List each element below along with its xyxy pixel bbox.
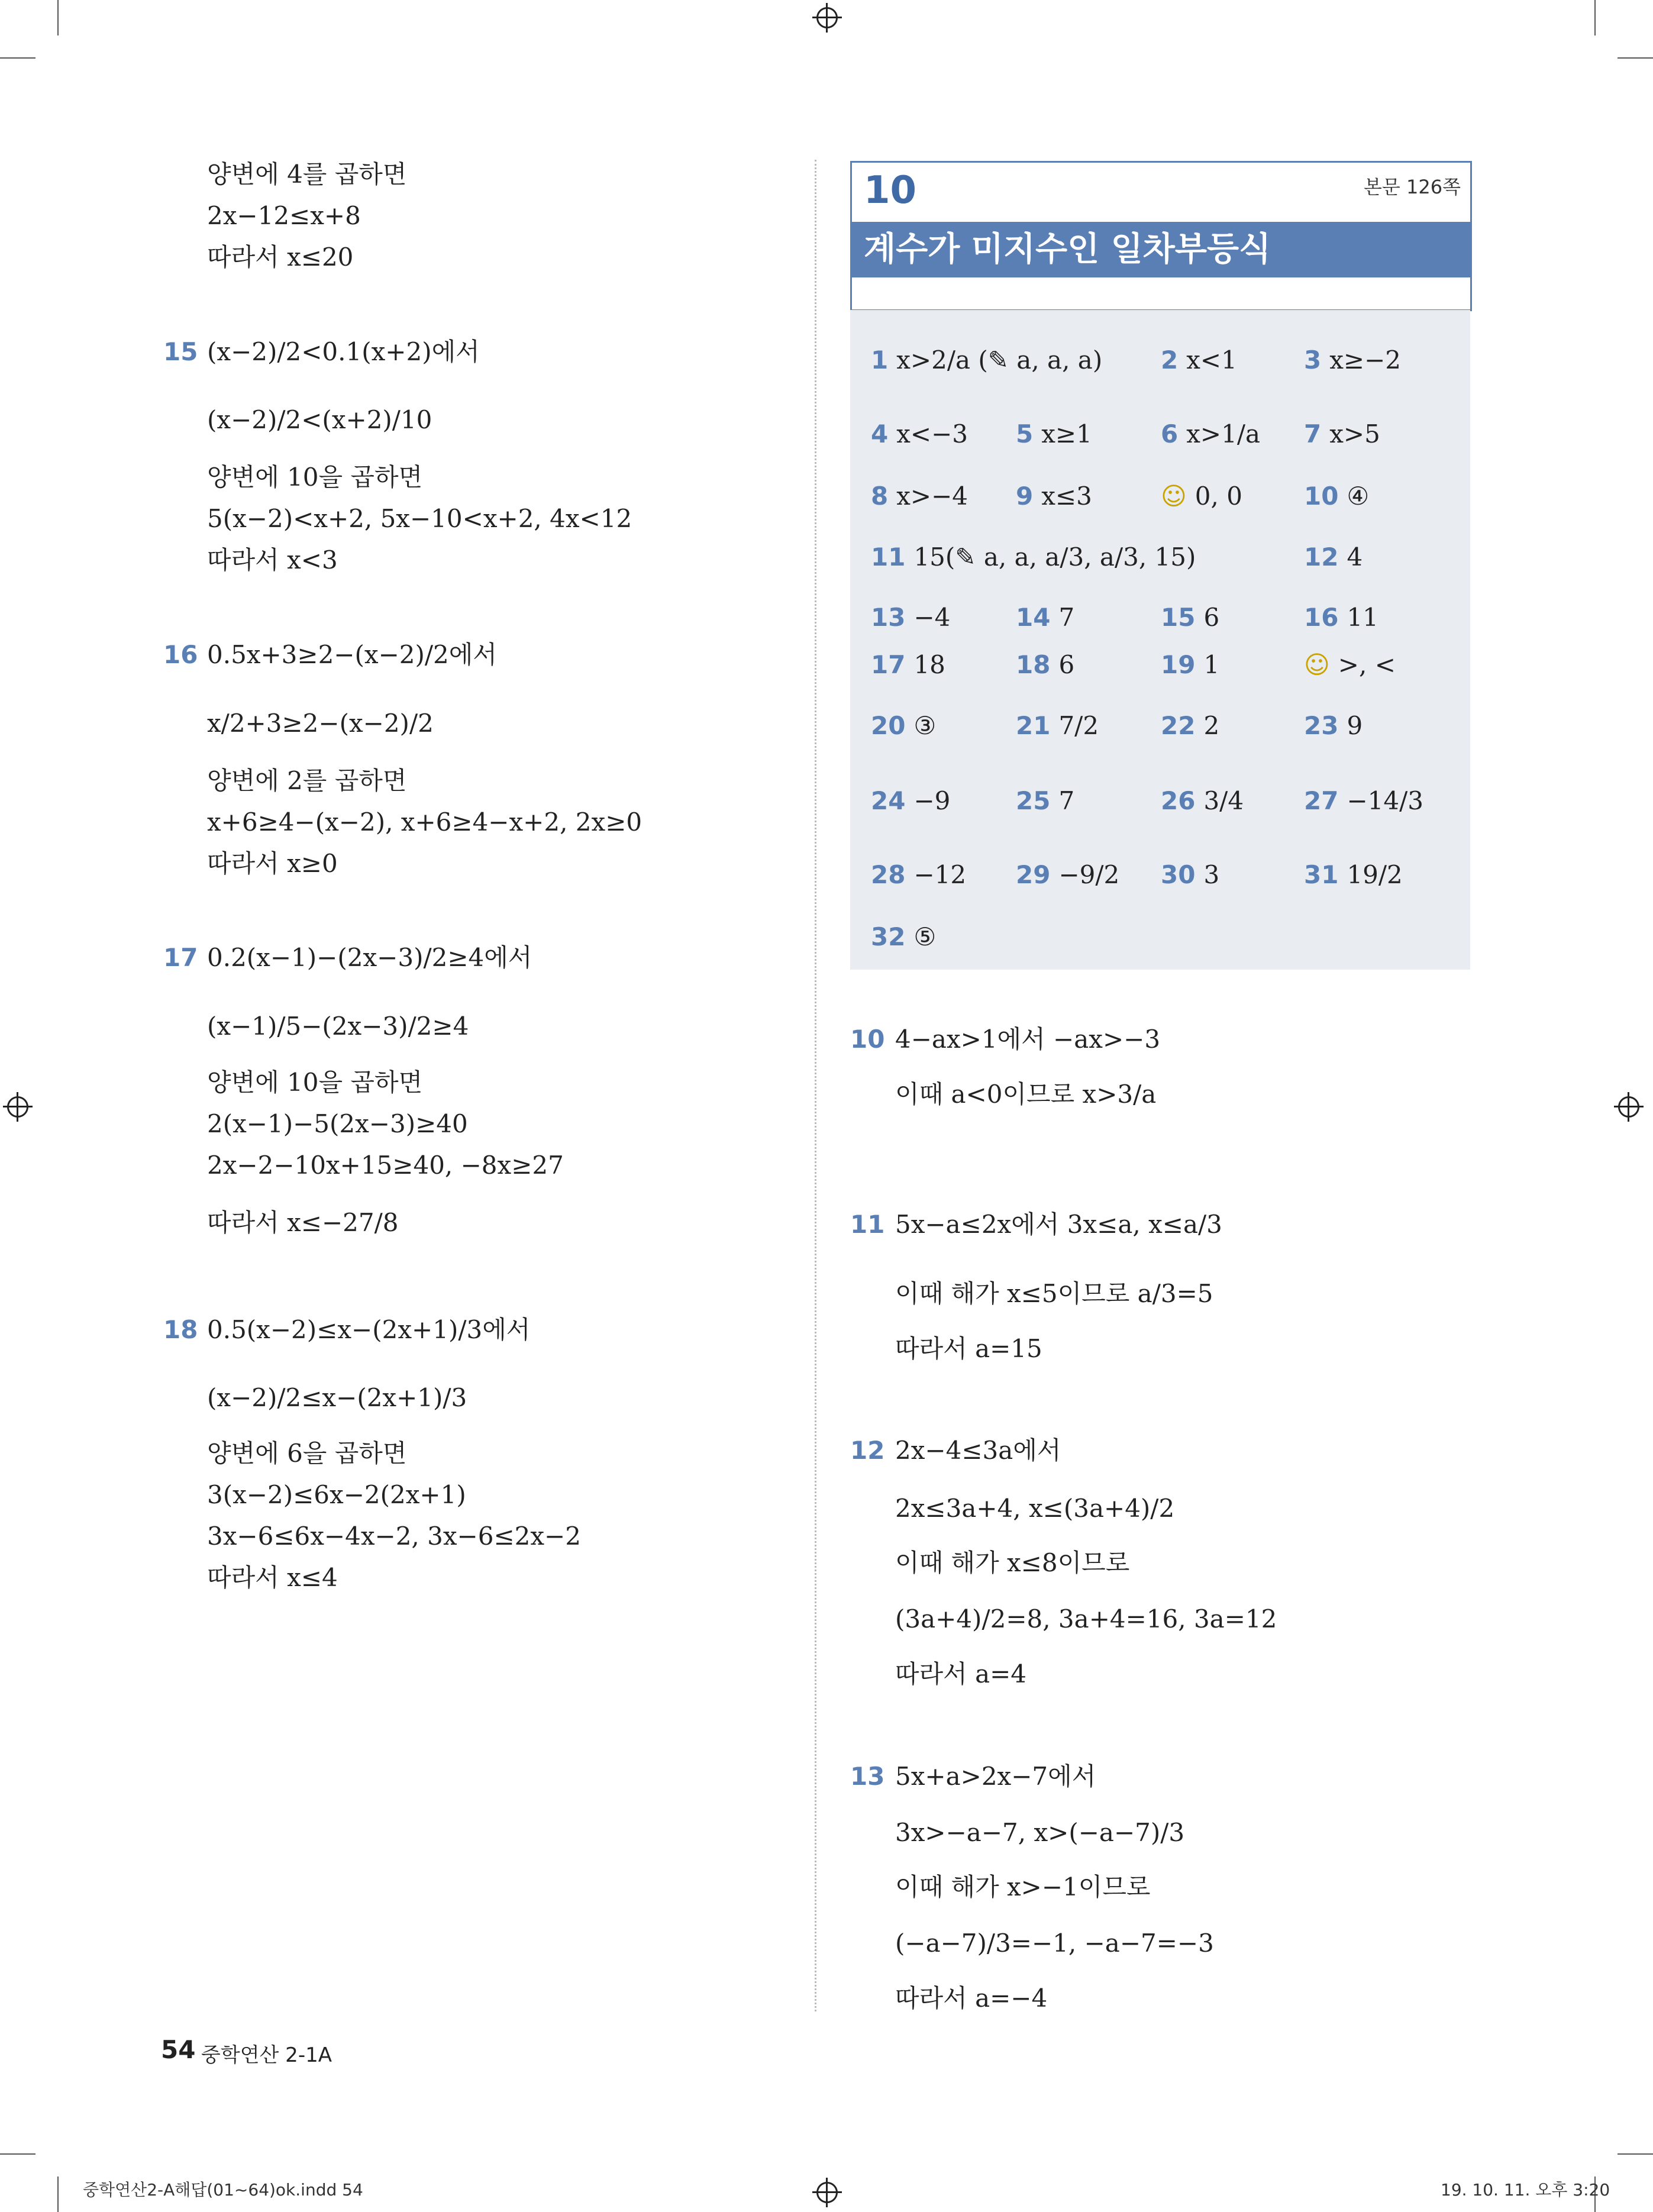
answer-item: [1304, 708, 1363, 744]
solution-line: (x−1)/5−(2x−3)/2≥4: [207, 1012, 469, 1041]
crop-mark: [1618, 57, 1653, 59]
answer-value: ③: [913, 711, 937, 740]
problem-number: 16: [163, 640, 198, 669]
answer-item: [871, 479, 968, 514]
answer-value: 6: [1203, 603, 1220, 632]
answer-item: [1016, 857, 1119, 893]
answer-value: 2: [1203, 711, 1220, 740]
answer-number: 1: [871, 345, 889, 374]
answer-number: 17: [871, 650, 906, 679]
solution-line: 0.5x+3≥2−(x−2)/2에서: [207, 640, 497, 669]
solution-line: 이때 해가 x>−1이므로: [895, 1872, 1151, 1901]
smiley-icon: ☺: [1304, 650, 1330, 679]
solution-line: 따라서 a=4: [895, 1659, 1027, 1688]
solution-line: 따라서 x≤4: [207, 1563, 338, 1592]
answer-value: 15(✎ a, a, a/3, a/3, 15): [913, 542, 1196, 571]
answer-value: 0, 0: [1194, 482, 1242, 511]
answer-item: [1016, 416, 1092, 452]
solution-line: 5(x−2)<x+2, 5x−10<x+2, 4x<12: [207, 504, 632, 533]
problem-number: 17: [163, 943, 198, 972]
textbook-reference: 본문 126쪽: [1364, 176, 1461, 198]
answer-item: [1161, 708, 1219, 744]
answer-item: [871, 647, 945, 683]
solution-line: x/2+3≥2−(x−2)/2: [207, 709, 434, 738]
answer-number: 26: [1161, 786, 1196, 815]
answer-item: [1304, 600, 1378, 635]
answer-item: [1161, 343, 1237, 378]
answer-item: [871, 783, 950, 819]
registration-mark-icon: [816, 2182, 838, 2203]
answer-number: 18: [1016, 650, 1051, 679]
registration-mark-icon: [7, 1096, 28, 1118]
problem-number: 11: [850, 1210, 885, 1239]
answer-item: [1016, 479, 1092, 514]
problem-number: 12: [850, 1436, 885, 1465]
answer-number: 27: [1304, 786, 1339, 815]
section-title: 계수가 미지수인 일차부등식: [852, 222, 1470, 277]
answer-item: [871, 919, 936, 955]
crop-mark: [1594, 0, 1596, 35]
answer-value: 7: [1058, 603, 1075, 632]
answer-number: 31: [1304, 860, 1339, 889]
answer-value: −14/3: [1347, 786, 1423, 815]
solution-line: 0.5(x−2)≤x−(2x+1)/3에서: [207, 1315, 531, 1344]
answer-value: 3/4: [1203, 786, 1244, 815]
answer-item: [1304, 540, 1363, 575]
answer-number: 4: [871, 419, 889, 448]
answer-value: x>5: [1329, 419, 1380, 448]
answer-number: 32: [871, 922, 906, 951]
answer-number: 19: [1161, 650, 1196, 679]
answer-item: [1304, 416, 1380, 452]
answer-value: x<1: [1186, 345, 1237, 374]
answer-value: 7: [1058, 786, 1075, 815]
solution-line: (x−2)/2≤x−(2x+1)/3: [207, 1383, 467, 1412]
smiley-icon: ☺: [1161, 482, 1187, 511]
answer-item: [1016, 783, 1074, 819]
solution-line: 5x+a>2x−7에서: [895, 1762, 1096, 1791]
answer-value: x>−4: [896, 482, 968, 511]
answer-item: [1161, 857, 1219, 893]
solution-line: 양변에 6을 곱하면: [207, 1439, 407, 1468]
answer-value: 4: [1347, 542, 1363, 571]
solution-line: 2x−2−10x+15≥40, −8x≥27: [207, 1151, 564, 1180]
solution-line: 이때 a<0이므로 x>3/a: [895, 1080, 1157, 1109]
answer-item: [871, 540, 1196, 575]
answer-item: [871, 857, 966, 893]
answer-number: 24: [871, 786, 906, 815]
answer-item: [1016, 600, 1074, 635]
answer-value: −4: [913, 603, 951, 632]
section-header: [850, 161, 1472, 311]
answer-number: 29: [1016, 860, 1051, 889]
answer-grid: [850, 310, 1470, 970]
answer-item: [1161, 783, 1244, 819]
solution-line: 0.2(x−1)−(2x−3)/2≥4에서: [207, 943, 532, 972]
answer-number: 10: [1304, 482, 1339, 511]
solution-line: 2x−4≤3a에서: [895, 1436, 1061, 1465]
answer-value: 3: [1203, 860, 1220, 889]
answer-number: 12: [1304, 542, 1339, 571]
answer-value: 18: [913, 650, 945, 679]
solution-line: 2x−12≤x+8: [207, 201, 361, 230]
answer-item: [1161, 416, 1260, 452]
answer-number: 7: [1304, 419, 1322, 448]
answer-number: 30: [1161, 860, 1196, 889]
answer-item: [1161, 647, 1219, 683]
crop-mark: [57, 2177, 59, 2212]
answer-number: 6: [1161, 419, 1179, 448]
answer-item: [1304, 857, 1403, 893]
answer-number: 25: [1016, 786, 1051, 815]
answer-value: x≥−2: [1329, 345, 1402, 374]
answer-value: 7/2: [1058, 711, 1099, 740]
solution-line: 2x≤3a+4, x≤(3a+4)/2: [895, 1494, 1175, 1523]
answer-item: [1304, 343, 1401, 378]
answer-item: [871, 708, 936, 744]
solution-line: x+6≥4−(x−2), x+6≥4−x+2, 2x≥0: [207, 808, 643, 837]
answer-item: [1161, 479, 1242, 514]
answer-value: 6: [1058, 650, 1075, 679]
answer-value: x>1/a: [1186, 419, 1261, 448]
page-number: 54: [161, 2035, 196, 2064]
answer-value: −9: [913, 786, 951, 815]
solution-line: 3(x−2)≤6x−2(2x+1): [207, 1480, 466, 1509]
print-slug-date: 19. 10. 11. 오후 3:20: [1441, 2180, 1610, 2200]
answer-item: [1016, 647, 1074, 683]
crop-mark: [0, 2153, 35, 2155]
print-slug-file: 중학연산2-A해답(01~64)ok.indd 54: [83, 2180, 363, 2200]
solution-line: 3x−6≤6x−4x−2, 3x−6≤2x−2: [207, 1522, 581, 1551]
answer-item: [1304, 479, 1369, 514]
answer-item: [1304, 783, 1423, 819]
answer-item: [1304, 647, 1396, 683]
crop-mark: [0, 57, 35, 59]
answer-number: 20: [871, 711, 906, 740]
column-divider: [815, 160, 816, 2011]
answer-number: 22: [1161, 711, 1196, 740]
answer-item: [1161, 600, 1219, 635]
solution-line: 5x−a≤2x에서 3x≤a, x≤a/3: [895, 1210, 1222, 1239]
solution-line: (−a−7)/3=−1, −a−7=−3: [895, 1929, 1214, 1958]
answer-number: 21: [1016, 711, 1051, 740]
answer-number: 11: [871, 542, 906, 571]
answer-value: 19/2: [1347, 860, 1403, 889]
answer-item: [1016, 708, 1099, 744]
registration-mark-icon: [816, 7, 838, 28]
answer-item: [871, 343, 1102, 378]
answer-number: 28: [871, 860, 906, 889]
answer-value: −12: [913, 860, 967, 889]
solution-line: (3a+4)/2=8, 3a+4=16, 3a=12: [895, 1604, 1277, 1633]
answer-number: 2: [1161, 345, 1179, 374]
solution-line: 따라서 x≥0: [207, 849, 338, 878]
answer-number: 15: [1161, 603, 1196, 632]
answer-number: 14: [1016, 603, 1051, 632]
solution-line: 따라서 a=−4: [895, 1984, 1048, 2013]
answer-number: 23: [1304, 711, 1339, 740]
solution-line: 따라서 x≤−27/8: [207, 1208, 399, 1237]
solution-line: 따라서 a=15: [895, 1334, 1042, 1363]
problem-number: 15: [163, 337, 198, 366]
registration-mark-icon: [1618, 1096, 1639, 1118]
answer-value: ④: [1347, 482, 1370, 511]
solution-line: 3x>−a−7, x>(−a−7)/3: [895, 1818, 1185, 1847]
answer-value: ⑤: [913, 922, 937, 951]
crop-mark: [57, 0, 59, 35]
solution-line: (x−2)/2<(x+2)/10: [207, 405, 432, 434]
answer-value: 1: [1203, 650, 1220, 679]
answer-number: 16: [1304, 603, 1339, 632]
solution-line: 2(x−1)−5(2x−3)≥40: [207, 1109, 468, 1138]
answer-number: 8: [871, 482, 889, 511]
answer-number: 3: [1304, 345, 1322, 374]
problem-number: 10: [850, 1025, 885, 1054]
answer-value: 11: [1347, 603, 1378, 632]
solution-line: 따라서 x≤20: [207, 243, 354, 272]
answer-number: 5: [1016, 419, 1034, 448]
solution-line: 양변에 4를 곱하면: [207, 160, 407, 189]
solution-line: (x−2)/2<0.1(x+2)에서: [207, 337, 480, 366]
answer-value: 9: [1347, 711, 1363, 740]
book-title: 중학연산 2-1A: [201, 2043, 332, 2067]
solution-line: 이때 해가 x≤5이므로 a/3=5: [895, 1279, 1213, 1308]
answer-value: x>2/a (✎ a, a, a): [896, 345, 1103, 374]
solution-line: 양변에 10을 곱하면: [207, 1068, 423, 1097]
answer-value: >, <: [1338, 650, 1396, 679]
solution-line: 이때 해가 x≤8이므로: [895, 1548, 1130, 1577]
answer-number: 9: [1016, 482, 1034, 511]
answer-value: −9/2: [1058, 860, 1120, 889]
answer-number: 13: [871, 603, 906, 632]
solution-line: 양변에 2를 곱하면: [207, 766, 407, 795]
answer-item: [871, 416, 968, 452]
problem-number: 18: [163, 1315, 198, 1344]
crop-mark: [1618, 2153, 1653, 2155]
answer-value: x<−3: [896, 419, 968, 448]
answer-value: x≥1: [1041, 419, 1092, 448]
problem-number: 13: [850, 1762, 885, 1791]
answer-item: [871, 600, 950, 635]
solution-line: 4−ax>1에서 −ax>−3: [895, 1025, 1161, 1054]
solution-line: 따라서 x<3: [207, 545, 338, 574]
section-number: 10: [864, 169, 917, 212]
answer-value: x≤3: [1041, 482, 1092, 511]
solution-line: 양변에 10을 곱하면: [207, 463, 423, 492]
